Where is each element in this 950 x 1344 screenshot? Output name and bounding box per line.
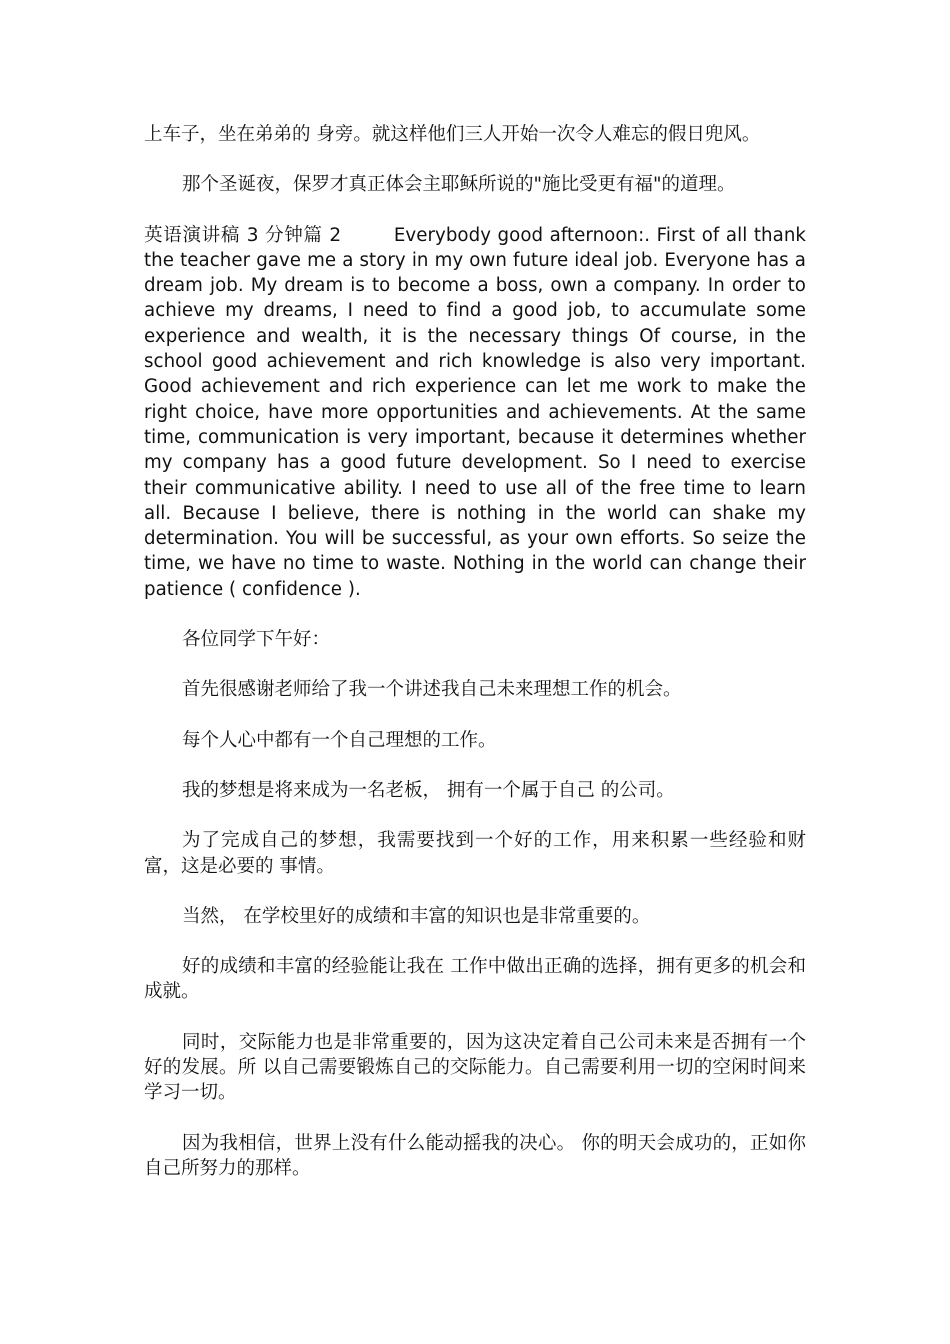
- paragraph-6: 每个人心中都有一个自己理想的工作。: [182, 729, 497, 751]
- section-heading: 英语演讲稿 3 分钟篇 2: [144, 224, 342, 246]
- paragraph-7: 我的梦想是将来成为一名老板， 拥有一个属于自己 的公司。: [182, 779, 675, 801]
- paragraph-3: [144, 223, 806, 602]
- paragraph-9: 当然， 在学校里好的成绩和丰富的知识也是非常重要的。: [182, 905, 651, 927]
- paragraph-2: 那个圣诞夜，保罗才真正体会主耶稣所说的"施比受更有福"的道理。: [182, 174, 736, 196]
- document-page: [144, 122, 806, 1181]
- paragraph-1: 上车子，坐在弟弟的 身旁。就这样他们三人开始一次令人难忘的假日兜风。: [144, 124, 761, 145]
- paragraph-8: 为了完成自己的梦想，我需要找到一个好的工作，用来积累一些经验和财富，这是必要的 事情。: [144, 830, 806, 877]
- paragraph-11: 同时，交际能力也是非常重要的，因为这决定着自己公司未来是否拥有一个好的发展。所 以自己需要锻炼自己的交际能力。自己需要利用一切的空闲时间来学习一切。: [144, 1031, 806, 1104]
- paragraph-12: 因为我相信，世界上没有什么能动摇我的决心。 你的明天会成功的，正如你自己所努力的那样。: [144, 1132, 806, 1179]
- heading-spacer: [341, 225, 394, 246]
- paragraph-10: 好的成绩和丰富的经验能让我在 工作中做出正确的选择，拥有更多的机会和成就。: [144, 956, 806, 1003]
- paragraph-4: 各位同学下午好：: [182, 629, 331, 651]
- paragraph-5: 首先很感谢老师给了我一个讲述我自己未来理想工作的机会。: [182, 679, 682, 701]
- english-speech-text: Everybody good afternoon:. First of all thank the teacher gave me a story in my own future ideal job. Everyone has a dream job. My dream is to become a boss, own a company. In order to achieve my dreams, I need to find a good job, to accumulate some experience and wealth, it is the necessary things Of course, in the school good achievement and rich knowledge is also very important. Good achievement and rich experience can let me work to make the right choice, have more opportunities and achievements. At the same time, communication is very important, because it determines whether my company has a good future development. So I need to exercise their communicative ability. I need to use all of the free time to learn all. Because I believe, there is nothing in the world can shake my determination. You will be successful, as your own efforts. So seize the time, we have no time to waste. Nothing in the world can change their patience ( confidence ).: [144, 224, 806, 600]
